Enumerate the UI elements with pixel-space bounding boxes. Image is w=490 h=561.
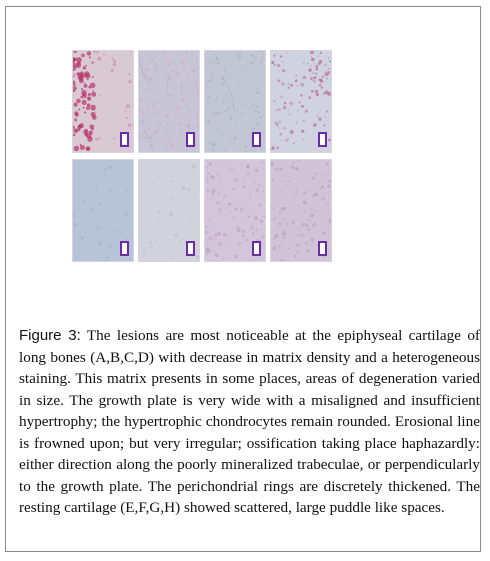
scale-bar-marker (252, 132, 261, 147)
micrograph-panel-d (270, 50, 332, 153)
micrograph-panel-h (270, 159, 332, 262)
scale-bar-marker (120, 132, 129, 147)
micrograph-panel-b (138, 50, 200, 153)
micrograph-panel-a (72, 50, 134, 153)
scale-bar-marker (318, 241, 327, 256)
scale-bar-marker (186, 241, 195, 256)
scale-bar-marker (318, 132, 327, 147)
scale-bar-marker (186, 132, 195, 147)
micrograph-panel-grid (72, 50, 334, 262)
caption-label: Figure 3: (19, 327, 81, 345)
micrograph-panel-f (138, 159, 200, 262)
scale-bar-marker (252, 241, 261, 256)
micrograph-panel-g (204, 159, 266, 262)
figure-frame (5, 6, 481, 552)
micrograph-panel-e (72, 159, 134, 262)
figure-caption (19, 325, 480, 519)
scale-bar-marker (120, 241, 129, 256)
micrograph-panel-c (204, 50, 266, 153)
caption-text: The lesions are most noticeable at the epiphyseal cartilage of long bones (A,B,C,D) with decrease in matrix density and a heterogeneous staining. This matrix presents in some places, areas of degeneration varied in size. The growth plate is very wide with a misaligned and insufficient hypertrophy; the hypertrophic chondrocytes remain rounded. Erosional line is frowned upon; but very irregular; ossification taking place haphazardly: either direction along the poorly mineralized trabeculae, or perpendicularly to the growth plate. The perichondrial rings are discretely thickened. The resting cartilage (E,F,G,H) showed scattered, large puddle like spaces. (19, 327, 480, 517)
